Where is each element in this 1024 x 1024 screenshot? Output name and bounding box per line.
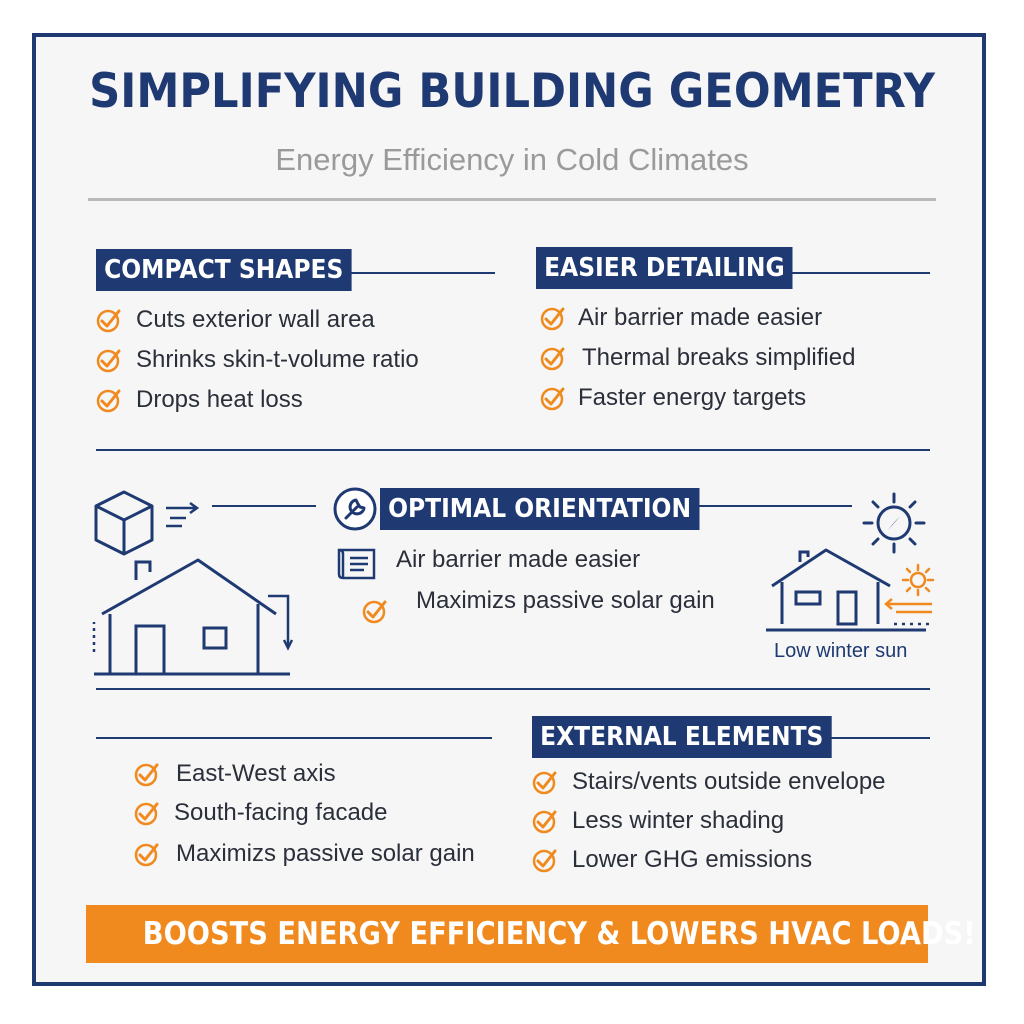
low-winter-sun-caption: Low winter sun (774, 640, 908, 662)
detailing-rule (780, 272, 930, 274)
cube-icon (92, 486, 162, 558)
bottom-left-rule (96, 737, 492, 739)
checkmark-icon (134, 841, 160, 867)
detailing-item-1: Air barrier made easier (578, 304, 823, 331)
checkmark-icon (134, 800, 160, 826)
checkmark-icon (540, 305, 566, 331)
external-item-2: Less winter shading (572, 807, 785, 834)
checkmark-icon (532, 769, 558, 795)
title-divider (88, 198, 936, 201)
easier-detailing-label: EASIER DETAILING (536, 247, 793, 289)
page-title: SIMPLIFYING BUILDING GEOMETRY (89, 64, 935, 119)
orientation-rule-right (682, 505, 852, 507)
blueprint-icon (336, 546, 382, 582)
wrench-icon (332, 486, 378, 532)
middle-divider-bottom (96, 688, 930, 690)
checkmark-icon (540, 345, 566, 371)
optimal-orientation-label: OPTIMAL ORIENTATION (380, 488, 699, 530)
conclusion-banner (86, 905, 976, 963)
orientation-list-item-1: East-West axis (176, 760, 336, 787)
middle-divider-top (96, 449, 930, 451)
banner-text: BOOSTS ENERGY EFFICIENCY & LOWERS HVAC LOADS! (142, 916, 976, 952)
checkmark-icon (532, 808, 558, 834)
compact-item-3: Drops heat loss (136, 386, 303, 413)
compact-item-2: Shrinks skin-t-volume ratio (136, 346, 419, 373)
orientation-list-item-3: Maximizs passive solar gain (176, 840, 475, 867)
checkmark-icon (96, 347, 122, 373)
compact-rule (342, 272, 495, 274)
checkmark-icon (134, 761, 160, 787)
orientation-item-1: Air barrier made easier (396, 546, 641, 573)
checkmark-icon (96, 307, 122, 333)
detailing-item-2: Thermal breaks simplified (582, 344, 856, 371)
checkmark-icon (540, 385, 566, 411)
page-subtitle: Energy Efficiency in Cold Climates (275, 142, 749, 177)
orientation-list-item-2: South-facing facade (174, 799, 388, 826)
checkmark-icon (96, 387, 122, 413)
compact-shapes-label: COMPACT SHAPES (96, 249, 351, 291)
orientation-item-2: Maximizs passive solar gain (416, 587, 715, 614)
detailing-item-3: Faster energy targets (578, 384, 807, 411)
compact-item-1: Cuts exterior wall area (136, 306, 375, 333)
external-item-1: Stairs/vents outside envelope (572, 768, 886, 795)
house-icon (90, 556, 300, 682)
checkmark-icon (532, 847, 558, 873)
external-elements-label: EXTERNAL ELEMENTS (532, 716, 832, 758)
external-item-3: Lower GHG emissions (572, 846, 813, 873)
orientation-rule-left (212, 505, 316, 507)
sun-icon (900, 562, 936, 598)
flow-arrows-icon (164, 500, 204, 530)
checkmark-icon (362, 598, 388, 624)
